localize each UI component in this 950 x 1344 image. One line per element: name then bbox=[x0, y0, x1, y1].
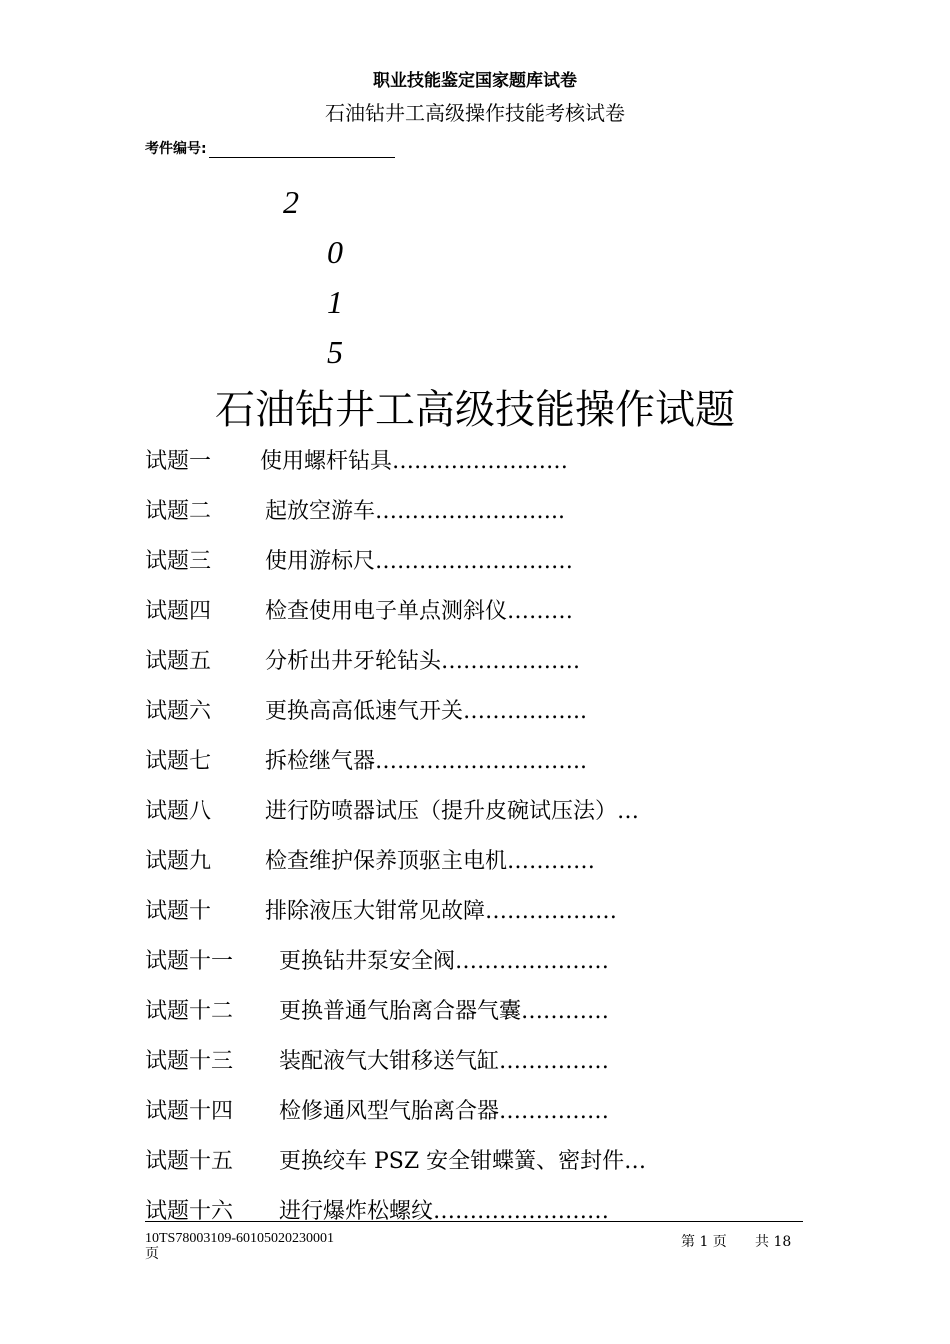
question-text: 更换高高低速气开关…………….. bbox=[265, 698, 587, 724]
question-text: 装配液气大钳移送气缸…………… bbox=[279, 1048, 610, 1074]
footer-doc-code bbox=[145, 1231, 385, 1263]
serial-number-blank bbox=[209, 143, 395, 158]
question-list bbox=[145, 434, 845, 1234]
question-label: 试题五 bbox=[145, 648, 212, 674]
question-label: 试题一 bbox=[145, 448, 212, 474]
main-title: 石油钻井工高级技能操作试题 bbox=[215, 387, 735, 433]
question-item bbox=[145, 484, 845, 534]
footer-divider bbox=[145, 1221, 803, 1222]
question-label: 试题七 bbox=[145, 748, 212, 774]
question-item bbox=[145, 1184, 845, 1234]
question-item bbox=[145, 934, 845, 984]
question-label: 试题八 bbox=[145, 798, 212, 824]
question-text: 使用螺杆钻具…………………… bbox=[260, 448, 569, 474]
year-digit: 0 bbox=[327, 234, 343, 270]
header-title: 职业技能鉴定国家题库试卷 bbox=[373, 71, 577, 91]
question-label: 试题二 bbox=[145, 498, 212, 524]
question-item bbox=[145, 1134, 845, 1184]
question-text: 更换钻井泵安全阀………………… bbox=[279, 948, 610, 974]
question-item bbox=[145, 1084, 845, 1134]
question-text: 检查使用电子单点测斜仪……… bbox=[265, 598, 574, 624]
question-text: 更换普通气胎离合器气囊………… bbox=[279, 998, 610, 1024]
footer-code-text: 10TS78003109-60105020230001 bbox=[145, 1231, 334, 1246]
question-item bbox=[145, 884, 845, 934]
question-label: 试题三 bbox=[145, 548, 212, 574]
question-text: 检修通风型气胎离合器…………… bbox=[279, 1098, 610, 1124]
question-text: 排除液压大钳常见故障……………… bbox=[265, 898, 618, 924]
question-text: 进行防喷器试压（提升皮碗试压法）… bbox=[265, 798, 640, 824]
question-item bbox=[145, 1034, 845, 1084]
footer-total-pages: 共 18 bbox=[755, 1234, 792, 1250]
question-item bbox=[145, 834, 845, 884]
question-text: 拆检继气器……………………….. bbox=[265, 748, 587, 774]
question-label: 试题十三 bbox=[145, 1048, 234, 1074]
question-text: 分析出井牙轮钻头………………. bbox=[265, 648, 580, 674]
question-text: 进行爆炸松螺纹…………………… bbox=[279, 1198, 610, 1224]
question-text: 检查维护保养顶驱主电机………… bbox=[265, 848, 596, 874]
header-subtitle: 石油钻井工高级操作技能考核试卷 bbox=[325, 101, 625, 125]
footer-page-number: 第 1 页 bbox=[681, 1234, 727, 1250]
year-digit: 1 bbox=[327, 284, 343, 320]
question-item bbox=[145, 984, 845, 1034]
question-label: 试题十 bbox=[145, 898, 212, 924]
question-label: 试题九 bbox=[145, 848, 212, 874]
question-label: 试题四 bbox=[145, 598, 212, 624]
serial-number-label: 考件编号: bbox=[145, 141, 207, 157]
question-text: 更换绞车 PSZ 安全钳蝶簧、密封件… bbox=[279, 1148, 647, 1174]
footer-total-suffix: 页 bbox=[145, 1247, 159, 1262]
question-label: 试题十二 bbox=[145, 998, 234, 1024]
question-label: 试题十六 bbox=[145, 1198, 234, 1224]
serial-number-row bbox=[145, 138, 395, 158]
question-item bbox=[145, 434, 845, 484]
question-item bbox=[145, 784, 845, 834]
question-item bbox=[145, 634, 845, 684]
question-item bbox=[145, 584, 845, 634]
question-label: 试题十一 bbox=[145, 948, 234, 974]
question-item bbox=[145, 534, 845, 584]
question-text: 使用游标尺……………………… bbox=[265, 548, 574, 574]
year-digit: 2 bbox=[283, 184, 299, 220]
question-item bbox=[145, 734, 845, 784]
question-label: 试题十五 bbox=[145, 1148, 234, 1174]
year-digit: 5 bbox=[327, 334, 343, 370]
question-label: 试题六 bbox=[145, 698, 212, 724]
question-item bbox=[145, 684, 845, 734]
question-text: 起放空游车…………………….. bbox=[265, 498, 565, 524]
question-label: 试题十四 bbox=[145, 1098, 234, 1124]
